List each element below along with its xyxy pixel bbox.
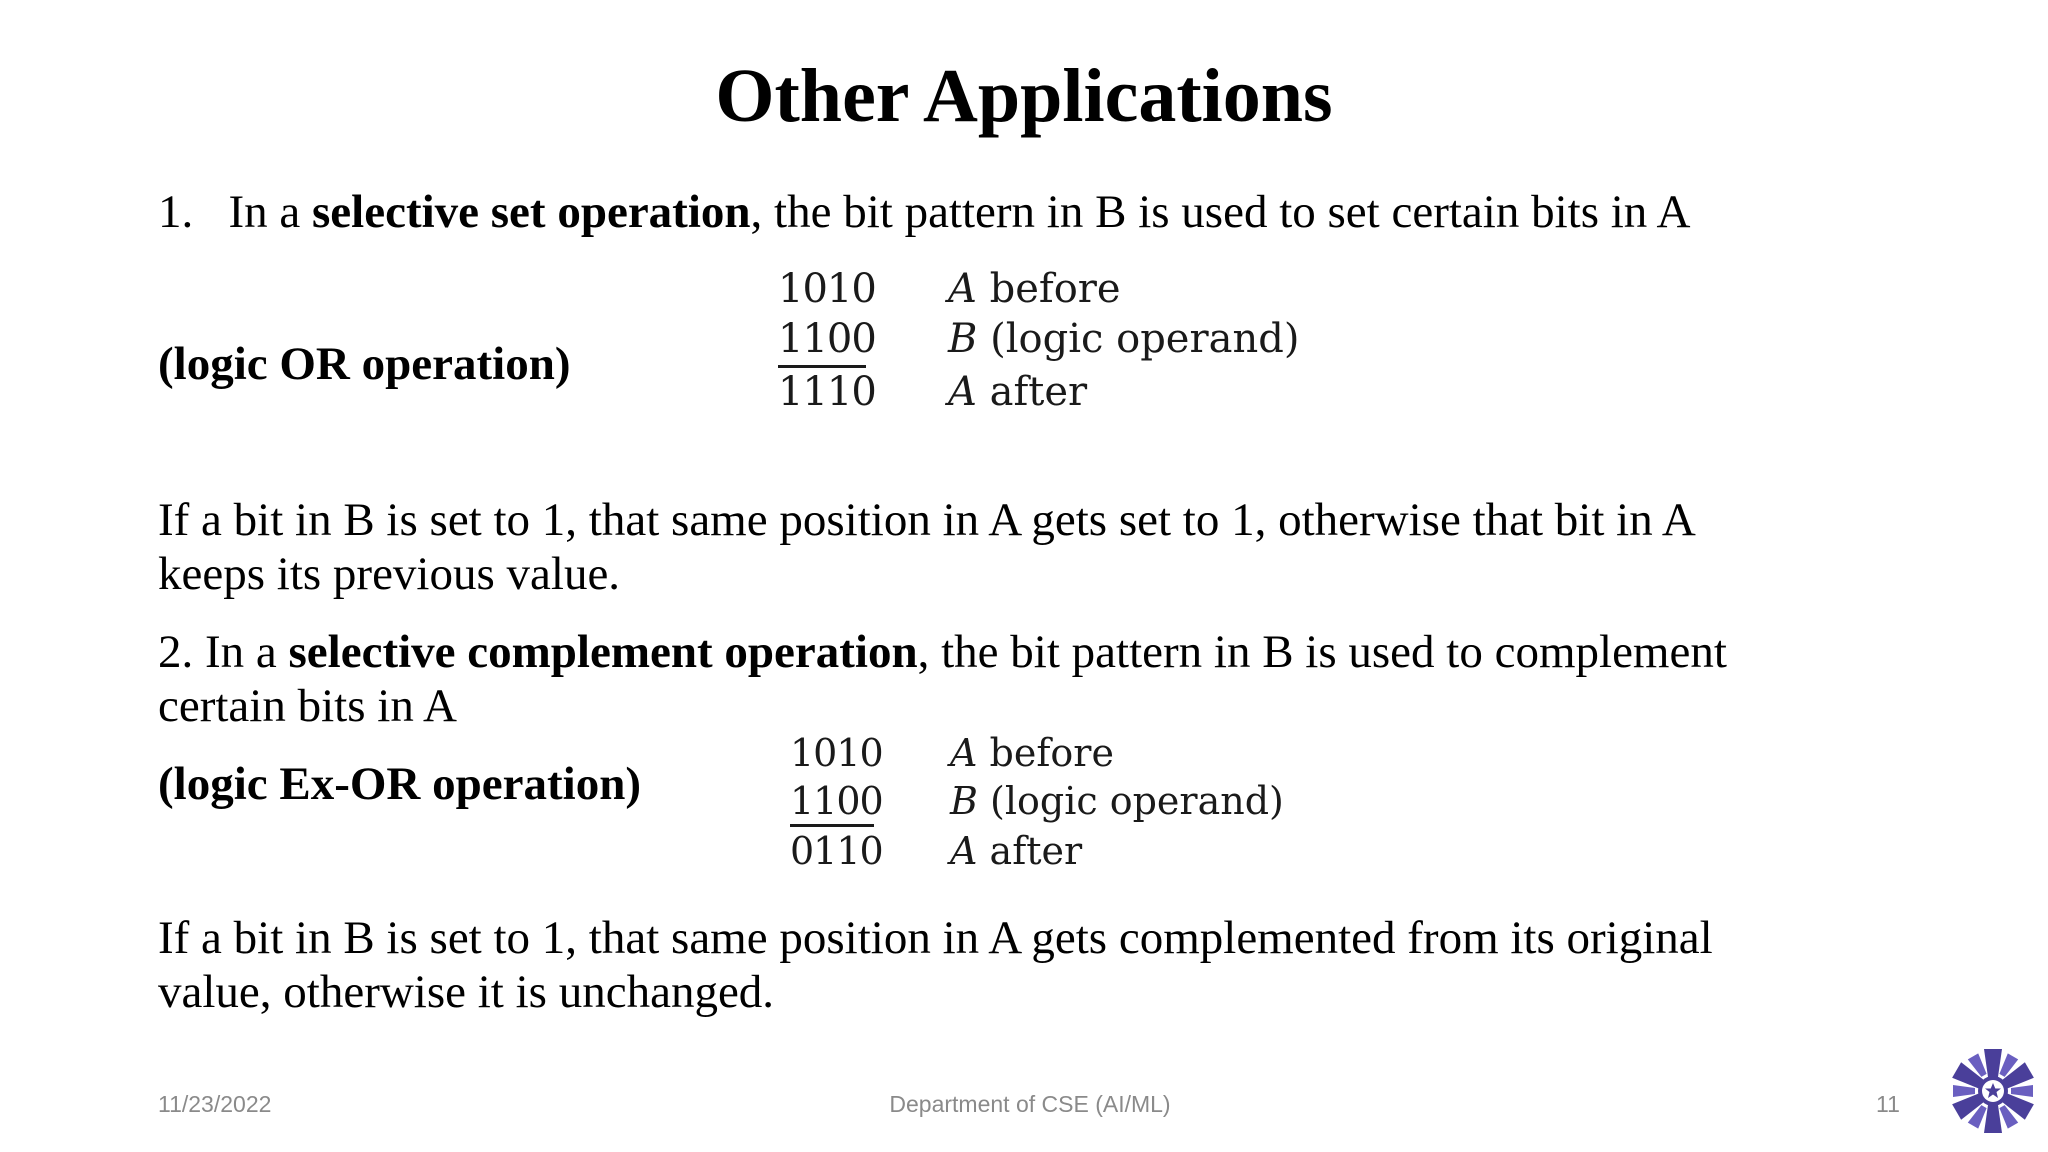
paragraph-2-line-2: value, otherwise it is unchanged. [158,966,775,1018]
bit-table-or [778,264,1298,424]
item-1-suffix: , the bit pattern in B is used to set certain bits in A [750,186,1691,238]
bit-value: 1100 [790,779,883,823]
paragraph-1-line-1: If a bit in B is set to 1, that same position in A gets set to 1, otherwise that bit in A [158,494,1696,546]
bit-table-exor [790,728,1290,878]
paragraph-2-line-1: If a bit in B is set to 1, that same position in A gets complemented from its original [158,912,1713,964]
logic-or-label: (logic OR operation) [158,338,571,390]
bit-value: 1110 [778,369,876,415]
item-1-prefix: 1. In a [158,186,313,238]
bit-description: A after [950,829,1083,873]
bit-description: B (logic operand) [948,316,1300,362]
item-2-suffix: , the bit pattern in B is used to complement [917,626,1727,678]
footer-date: 11/23/2022 [158,1091,272,1117]
footer-page-number: 11 [1876,1091,1900,1117]
university-emblem-icon [1948,1046,2038,1136]
item-2-line-2: certain bits in A [158,680,457,732]
footer-department: Department of CSE (AI/ML) [889,1091,1171,1117]
item-2 [158,624,1727,680]
bit-value: 1100 [778,316,876,362]
slide-title: Other Applications [715,54,1333,138]
bit-description: A before [948,266,1121,312]
bit-description: B (logic operand) [950,779,1284,823]
bit-description: A before [950,731,1114,775]
item-2-prefix: 2. In a [158,626,289,678]
bit-description: A after [948,369,1088,415]
item-1-bold: selective set operation [312,186,751,238]
bit-value: 0110 [790,829,883,873]
item-2-bold: selective complement operation [288,626,918,678]
paragraph-1-line-2: keeps its previous value. [158,548,621,600]
bit-value: 1010 [778,266,876,312]
bit-value: 1010 [790,731,883,775]
logic-exor-label: (logic Ex-OR operation) [158,758,641,810]
item-1 [158,184,1690,240]
